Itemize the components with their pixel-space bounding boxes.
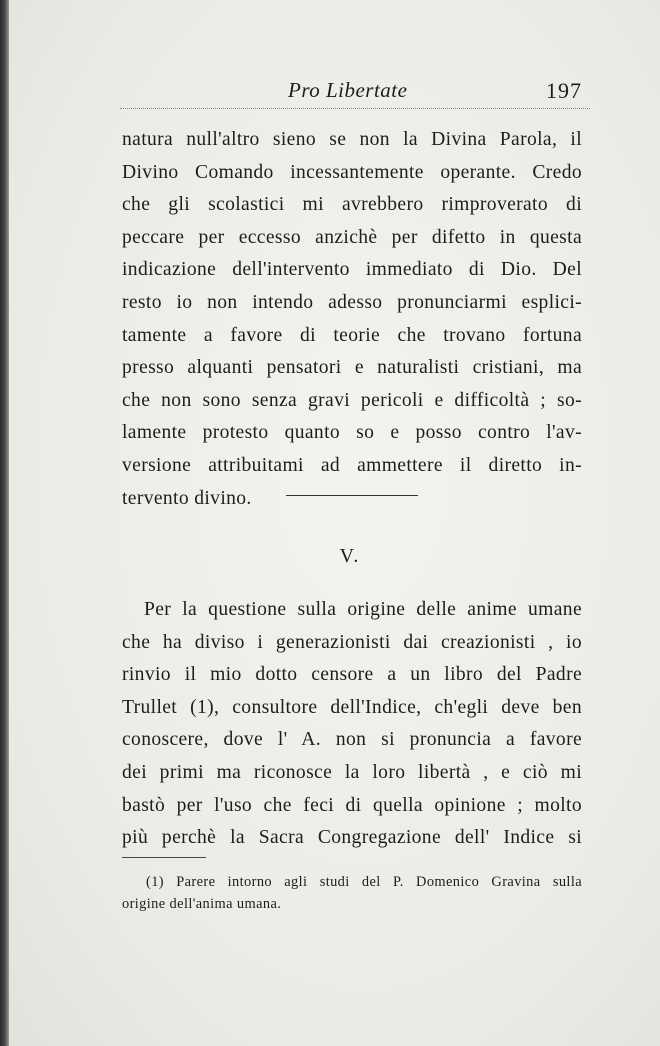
text-line: peccare per eccesso anzichè per difetto in questa (122, 226, 582, 248)
page-number: 197 (546, 78, 582, 103)
header-dotted-rule (120, 108, 590, 109)
text-line: Per la questione sulla origine delle anime umane (144, 599, 582, 620)
text-line: resto io non intendo adesso pronunciarmi esplici- (122, 291, 582, 313)
text-line: che non sono senza gravi pericoli e difficoltà ; so- (122, 389, 582, 411)
text-line: che ha diviso i generazionisti dai creazionisti , io (122, 631, 582, 653)
text-line: che gli scolastici mi avrebbero rimproverato di (122, 194, 582, 216)
footnote-rule (122, 857, 206, 858)
text-line: natura null'altro sieno se non la Divina Parola, il (122, 129, 582, 150)
running-title: Pro Libertate (288, 78, 408, 102)
text-line: Divino Comando incessantemente operante. Credo (122, 161, 582, 183)
paragraph-1 (122, 124, 582, 515)
text-line: indicazione dell'intervento immediato di Dio. Del (122, 259, 582, 281)
running-head (120, 74, 590, 104)
text-line: dei primi ma riconosce la loro libertà , e ciò mi (122, 761, 582, 783)
section-divider (286, 495, 418, 496)
section-heading: V. (339, 545, 361, 567)
text-line: presso alquanti pensatori e naturalisti cristiani, ma (122, 357, 582, 379)
text-line: bastò per l'uso che feci di quella opinione ; molto (122, 794, 582, 816)
footnote-line: (1) Parere intorno agli studi del P. Domenico Gravina sulla (146, 874, 582, 890)
text-line: Trullet (1), consultore dell'Indice, ch'egli deve ben (122, 696, 582, 718)
text-line: lamente protesto quanto so e posso contro l'av- (122, 422, 582, 444)
text-line: tervento divino. (122, 487, 252, 509)
paragraph-2 (122, 594, 582, 855)
text-line: tamente a favore di teorie che trovano fortuna (122, 324, 582, 346)
footnote-line: origine dell'anima umana. (122, 896, 282, 912)
text-line: versione attribuitami ad ammettere il diretto in- (122, 454, 582, 476)
footnote (122, 871, 582, 915)
text-line: rinvio il mio dotto censore a un libro del Padre (122, 664, 582, 686)
text-line: conoscere, dove l' A. non si pronuncia a favore (122, 729, 582, 751)
text-line: più perchè la Sacra Congregazione dell' Indice si (122, 827, 582, 849)
binding-edge (0, 0, 9, 1046)
